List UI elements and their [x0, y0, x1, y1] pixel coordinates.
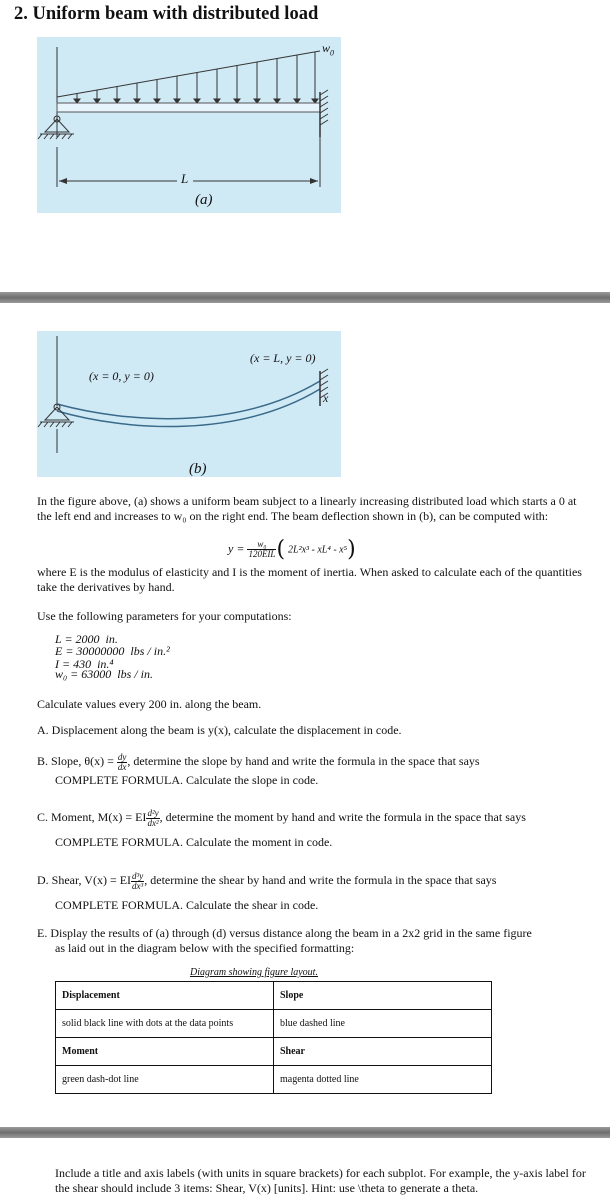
- cell-slope-title: Slope: [274, 982, 492, 1010]
- load-arrows: [74, 52, 318, 103]
- item-e: E. Display the results of (a) through (d) versus distance along the beam in a 2x2 grid in the same figure as laid out in the diagram below with the specified formatting:: [37, 926, 532, 955]
- slope-fraction: $\frac{dy}{dx}$: [117, 751, 127, 772]
- left-boundary-label: (x = 0, y = 0): [89, 369, 154, 383]
- calc-instruction: Calculate values every 200 in. along the beam.: [37, 697, 262, 711]
- cell-slope-format: blue dashed line: [274, 1010, 492, 1038]
- load-envelope: [57, 51, 320, 97]
- length-label: L: [181, 171, 189, 186]
- item-d-line2: COMPLETE FORMULA. Calculate the shear in code.: [55, 898, 319, 912]
- item-b: B. Slope, θ(x) = $\frac{dy}{dx}$ , determine the slope by hand and write the formula in the space that says: [37, 751, 480, 772]
- right-wall-hatch: [320, 90, 328, 125]
- intro-paragraph: In the figure above, (a) shows a uniform beam subject to a linearly increasing distributed load which starts a 0 at the left end and increases to w₀ on the right end. The beam deflection shown in (b), can be computed with:: [37, 494, 577, 523]
- layout-caption: Diagram showing figure layout.: [190, 967, 318, 978]
- axis-x-label: x: [323, 391, 329, 405]
- layout-table: [55, 981, 492, 1094]
- divider-1: [0, 292, 610, 303]
- item-b-line2: COMPLETE FORMULA. Calculate the slope in code.: [55, 773, 319, 787]
- figure-a: [37, 37, 341, 213]
- divider-2: [0, 1127, 610, 1138]
- pin-support: [38, 116, 74, 139]
- figure-b: [37, 331, 341, 477]
- deflected-beam-top: [57, 381, 320, 419]
- param-modulus: E = 30000000 lbs / in.²: [55, 644, 170, 658]
- eq-fraction: [247, 540, 276, 559]
- cell-displacement-format: solid black line with dots at the data points: [56, 1010, 274, 1038]
- cell-moment-format: green dash-dot line: [56, 1066, 274, 1094]
- figure-a-drawing: [37, 37, 341, 213]
- figure-a-caption: (a): [195, 192, 213, 208]
- page-title: 2. Uniform beam with distributed load: [14, 4, 319, 24]
- figure-b-caption: (b): [189, 461, 207, 477]
- cell-moment-title: Moment: [56, 1038, 274, 1066]
- item-d: D. Shear, V(x) = EI $\frac{\text{d³y}}{\text{dx³}}$ , determine the shear by hand and write the formula in the space that says: [37, 870, 497, 891]
- right-boundary-label: (x = L, y = 0): [250, 351, 316, 365]
- deflection-equation: y = $\frac{\text{w₀}}{\text{120EIL}}$ ( 2L²x³ - xL⁴ - x⁵): [228, 537, 356, 562]
- eq-numerator: w₀: [247, 540, 276, 550]
- param-load: w₀ = 63000 lbs / in.: [55, 667, 153, 681]
- eq-denominator: 120EIL: [248, 549, 276, 559]
- deflected-beam-bottom: [57, 389, 320, 427]
- params-intro: Use the following parameters for your computations:: [37, 609, 292, 623]
- where-paragraph: where E is the modulus of elasticity and I is the moment of inertia. When asked to calculate each of the quantities take the derivatives by hand.: [37, 565, 582, 594]
- load-label: $w_0$: [322, 41, 335, 58]
- cell-displacement-title: Displacement: [56, 982, 274, 1010]
- footer-paragraph: Include a title and axis labels (with units in square brackets) for each subplot. For example, the y-axis label for the shear should include 3 items: Shear, V(x) [units]. Hint: use \theta to generate a theta.: [55, 1166, 586, 1195]
- eq-body: 2L²x³ - xL⁴ - x⁵: [288, 544, 348, 556]
- shear-fraction: $\frac{\text{d³y}}{\text{dx³}}$: [132, 870, 144, 891]
- eq-lhs: y =: [228, 541, 245, 556]
- beam: [57, 103, 320, 112]
- item-c: C. Moment, M(x) = EI $\frac{\text{d²y}}{\text{dx²}}$ , determine the moment by hand and write the formula in the space that says: [37, 807, 526, 828]
- moment-fraction: $\frac{\text{d²y}}{\text{dx²}}$: [147, 807, 159, 828]
- param-inertia: I = 430 in.⁴: [55, 657, 114, 671]
- cell-shear-format: magenta dotted line: [274, 1066, 492, 1094]
- cell-shear-title: Shear: [274, 1038, 492, 1066]
- item-a: A. Displacement along the beam is y(x), calculate the displacement in code.: [37, 723, 402, 737]
- item-c-line2: COMPLETE FORMULA. Calculate the moment in code.: [55, 835, 333, 849]
- param-length: L = 2000 in.: [55, 632, 118, 646]
